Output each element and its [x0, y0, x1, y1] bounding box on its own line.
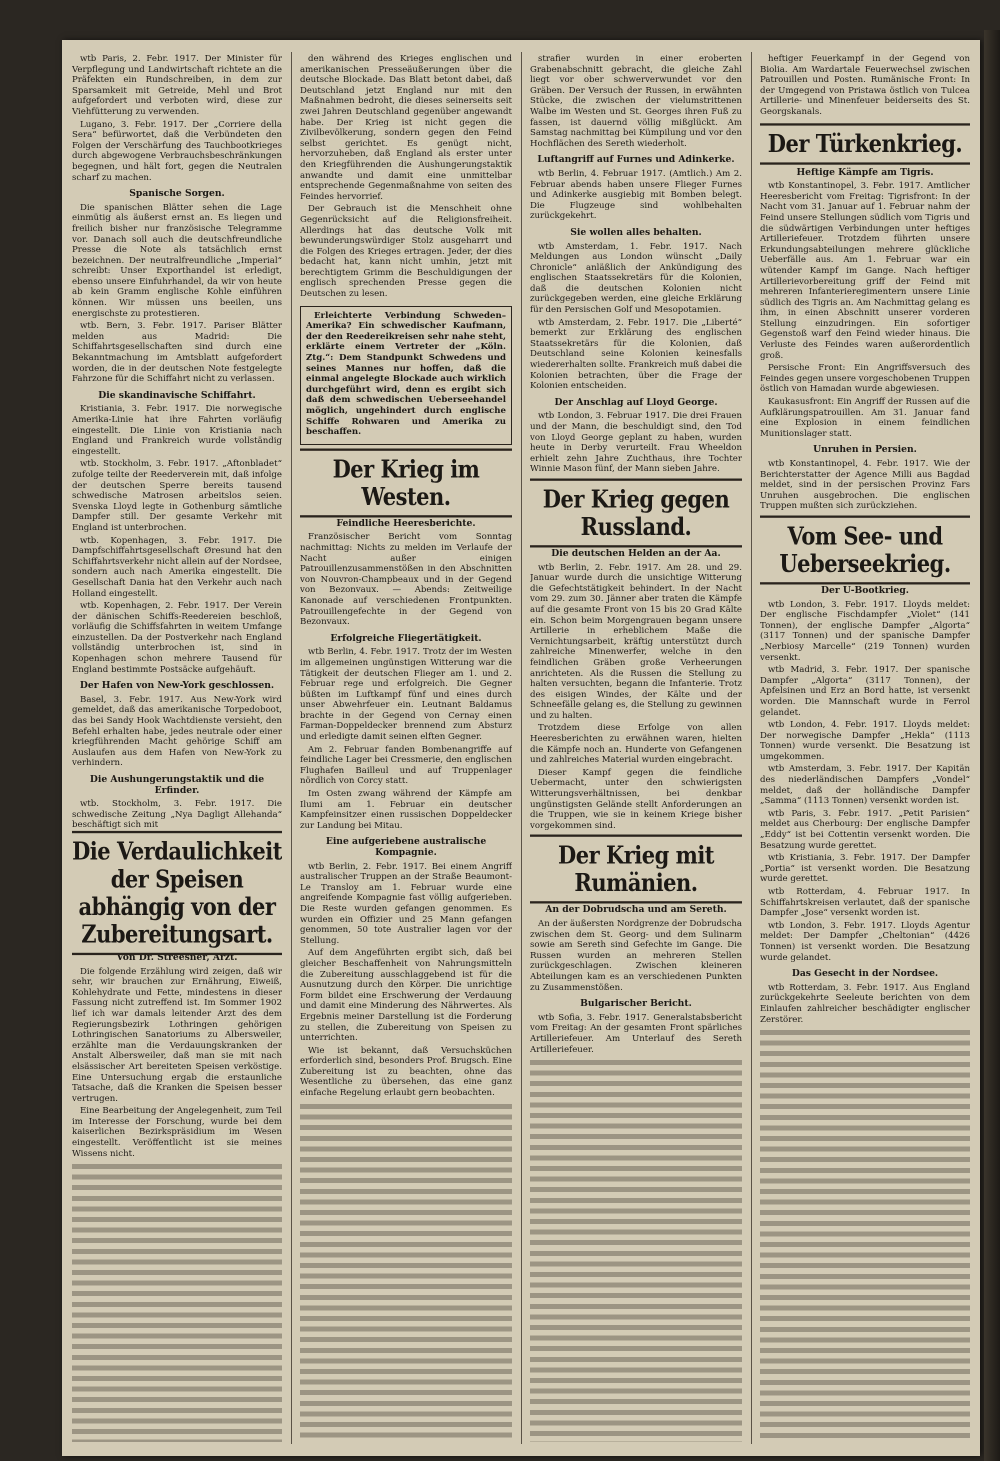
article-paragraph: Wie ist bekannt, daß Versuchsküchen erforderlich sind, besonders Prof. Brugsch. Eine Zubereitung ist zu beachten, ohne das Wesentliche zu übersehen, das eine ganz einfache Regelung erlaubt gern beobachten. [300, 1045, 512, 1099]
article-subheading: Sie wollen alles behalten. [570, 226, 702, 238]
print-texture [300, 1101, 512, 1442]
article-paragraph: strafier wurden in einer eroberten Grabenabschnitt gebracht, die gleiche Zahl liegt vor ober schwerverwundet vor den Gräben. Der Versuch der Russen, in erwähnten Stücke, die zwischen der vielumstrittenen Walbe im Westen und St. Georges ihren Fuß zu fassen, ist dauernd völlig mißglückt. Am Samstag nachmittag bei Kümpilung und vor den Hochflächen des Sereth wiederholt. [530, 54, 742, 149]
article-subheading: Der Anschlag auf Lloyd George. [554, 396, 718, 408]
print-texture [760, 1027, 970, 1442]
article-paragraph: wtb Berlin, 4. Febr. 1917. Trotz der im Westen im allgemeinen ungünstigen Witterung war die Tätigkeit der deutschen Flieger am 1. und 2. Februar rege und erfolgreich. Die Gegner büßten im Luftkampf fünf und eines durch unser Abwehrfeuer ein. Leutnant Baldamus brachte in der Gegend von Cernay einen Farman-Doppeldecker brennend zum Absturz und erledigte damit seinen elften Gegner. [300, 647, 512, 743]
article-paragraph: wtb Paris, 2. Febr. 1917. Der Minister für Verpflegung und Landwirtschaft richtete an die Präfekten ein Rundschreiben, in dem zur Sparsamkeit mit Getreide, Mehl und Brot aufgefordert und verboten wird, diese zur Viehfütterung zu verwenden. [72, 54, 282, 117]
article-paragraph: Kristiania, 3. Febr. 1917. Die norwegische Amerika-Linie hat ihre Fahrten vorläufig eingestellt. Die Linie von Kristiania nach England und Frankreich wurde vollständig eingestellt. [72, 404, 282, 457]
article-paragraph: Eine Bearbeitung der Angelegenheit, zum Teil im Interesse der Forschung, wurde bei dem kaiserlichen Bezirkspräsidium im Wesen eingestellt. Veröffentlicht ist sie meines Wissens nicht. [72, 1106, 282, 1159]
article-paragraph: wtb London, 3. Febr. 1917. Lloyds Agentur meldet: Der Dampfer „Cheltonian“ (4426 Tonnen) ist versenkt worden. Die Besatzung wurde gelandet. [760, 920, 970, 963]
newspaper-page [62, 40, 980, 1456]
binding-edge [984, 30, 1000, 1461]
article-paragraph: An der äußersten Nordgrenze der Dobrudscha zwischen dem St. Georg- und dem Sulinarm sowie am Sereth sind Gefechte im Gange. Die Russen wurden an mehreren Stellen zurückgeschlagen. Zwischen kleineren Abteilungen kam es an verschiedenen Punkten zu Zusammenstößen. [530, 919, 742, 993]
column-divider [521, 52, 522, 1444]
article-paragraph: Im Osten zwang während der Kämpfe am Ilumi am 1. Februar ein deutscher Kampfeinsitzer einen russischen Doppeldecker zur Landung bei Mitau. [300, 789, 512, 831]
article-subheading: Von Dr. Streesner, Arzt. [116, 951, 238, 963]
text-column-1 [72, 54, 282, 1442]
section-headline: Der Türkenkrieg. [760, 123, 970, 164]
article-paragraph: Dieser Kampf gegen die feindliche Uebermacht, unter den schwierigsten Witterungsverhältnissen, bei denkbar ungünstigsten Gelände stellt Anforderungen an die Truppen, wie sie in keinem Kriege bisher vorgekommen sind. [530, 767, 742, 831]
section-headline: Der Krieg im Westen. [300, 448, 512, 517]
article-paragraph: Persische Front: Ein Angriffsversuch des Feindes gegen unsere vorgeschobenen Truppen östlich von Hamadan wurde abgewiesen. [760, 363, 970, 395]
article-paragraph: wtb Madrid, 3. Febr. 1917. Der spanische Dampfer „Algorta“ (3117 Tonnen), der Apfelsinen und Erz an Bord hatte, ist versenkt worden. Die Mannschaft wurde in Ferrol gelandet. [760, 665, 970, 718]
section-headline: Der Krieg gegen Russland. [530, 478, 742, 547]
article-paragraph: wtb. Kopenhagen, 2. Febr. 1917. Der Verein der dänischen Schiffs-Reedereien beschloß, vorläufig die Schiffsfahrten in weitem Umfange einzustellen. Da der Postverkehr nach England vollständig unterbrochen ist, sind in Kopenhagen schon mehrere Tausend für England bestimmte Postsäcke aufgehäuft. [72, 601, 282, 675]
article-paragraph: Lugano, 3. Febr. 1917. Der „Corriere della Sera“ befürwortet, daß die Verbündeten den Folgen der Verschärfung des Tauchbootkrieges durch abgewogene Verbrauchsbeschränkungen begegnen, und hält fort, gegen die Neutralen scharf zu machen. [72, 119, 282, 183]
article-subheading: Eine aufgeriebene australische Kompagnie. [325, 836, 487, 858]
print-texture [72, 1161, 282, 1442]
article-subheading: Die Aushungerungstaktik und die Erfinder. [89, 774, 265, 796]
article-paragraph: wtb Amsterdam, 2. Febr. 1917. Die „Liberté“ bemerkt zur Erklärung des englischen Staatssekretärs für die Kolonien, daß Deutschland seine Kolonien keinesfalls wiedererhalten sollte. Frankreich muß dabei die Kolonien betrachten, über die Frage der Kolonien entscheiden. [530, 317, 742, 392]
article-paragraph: Französischer Bericht vom Sonntag nachmittag: Nichts zu melden im Verlaufe der Nacht außer einigen Patrouillenzusammenstößen in den Abschnitten von Nouvron-Champbeaux und in der Gegend von Bezonvaux. — Abends: Zeitweilige Kanonade auf verschiedenen Frontpunkten. Patrouillengefechte in der Gegend von Bezonvaux. [300, 532, 512, 628]
article-paragraph: Am 2. Februar fanden Bombenangriffe auf feindliche Lager bei Cressmerie, den englischen Flughafen Bailleul und auf Truppenlager nördlich von Corcy statt. [300, 744, 512, 787]
article-paragraph: Trotzdem diese Erfolge von allen Heeresberichten zu erwähnen waren, hielten die Kämpfe noch an. Hunderte von Gefangenen und zahlreiches Material wurden eingebracht. [530, 723, 742, 766]
article-subheading: An der Dobrudscha und am Sereth. [545, 904, 727, 916]
article-paragraph: wtb Berlin, 2. Febr. 1917. Bei einem Angriff australischer Truppen an der Straße Beaumont-Le Transloy am 1. Februar wurde eine angreifende Kompagnie fast völlig aufgerieben. Die Reste wurden gefangen genommen. Es wurden ein Offizier und 25 Mann gefangen genommen, 50 tote Australier lagen vor der Stellung. [300, 861, 512, 946]
article-subheading: Spanische Sorgen. [129, 188, 225, 200]
column-divider [291, 52, 292, 1444]
section-headline: Die Verdaulichkeit der Speisen abhängig von der Zubereitungsart. [72, 831, 282, 955]
article-paragraph: Kaukasusfront: Ein Angriff der Russen auf die Aufklärungspatrouillen. Am 31. Januar fand eine Explosion in einem feindlichen Munitionslager statt. [760, 397, 970, 439]
article-paragraph: Die spanischen Blätter sehen die Lage einmütig als äußerst ernst an. Es liegen und freilich bisher nur französische Telegramme vor. Danach soll auch die deutschfreundliche Presse die Note als tatsächlich ernst bezeichnen. Der neutralfreundliche „Imperial“ schreibt: Unser Exporthandel ist erledigt, ebenso unsere Einfuhrhandel, da wir von heute ab kein Gramm englische Kohle einführen können. Wir müssen uns beeilen, uns energischste zu protestieren. [72, 202, 282, 319]
article-paragraph: wtb Rotterdam, 4. Februar 1917. In Schiffahrtskreisen verlautet, daß der spanische Dampfer „Jose“ versenkt worden ist. [760, 887, 970, 919]
article-subheading: Erfolgreiche Fliegertätigkeit. [330, 632, 482, 644]
boxed-notice-text: Erleichterte Verbindung Schweden–Amerika? Ein schwedischer Kaufmann, der den Reedereikreisen sehr nahe steht, erklärte einem Vertreter der „Köln. Ztg.“: Dem Standpunkt Schwedens und seines Mannes nur hoffen, daß die einmal angelegte Blockade auch wirklich durchgeführt wird, denn es ergibt sich daß dem schwedischen Ueberseehandel möglich, ungehindert durch englische Schiffe Rohwaren und Amerika zu beschaffen. [306, 310, 506, 438]
article-paragraph: wtb London, 3. Febr. 1917. Lloyds meldet: Der englische Fischdampfer „Violet“ (141 Tonnen), der englische Dampfer „Algorta“ (3117 Tonnen) und der spanische Dampfer „Nerbiosy Marcelle“ (219 Tonnen) wurden versenkt. [760, 599, 970, 663]
article-paragraph: wtb Konstantinopel, 4. Febr. 1917. Wie der Berichterstatter der Agence Milli aus Bagdad meldet, sind in der persischen Provinz Fars Unruhen ausgebrochen. Die englischen Truppen mußten sich zurückziehen. [760, 459, 970, 512]
article-subheading: Heftige Kämpfe am Tigris. [796, 166, 934, 178]
article-paragraph: wtb Rotterdam, 3. Febr. 1917. Aus England zurückgekehrte Seeleute berichten von dem Einlaufen zahlreicher beschädigter englischer Zerstörer. [760, 982, 970, 1025]
article-subheading: Der Hafen von New-York geschlossen. [79, 680, 275, 692]
article-subheading: Bulgarischer Bericht. [580, 998, 692, 1010]
article-paragraph: wtb Konstantinopel, 3. Febr. 1917. Amtlicher Heeresbericht vom Freitag: Tigrisfront: In der Nacht vom 31. Januar auf 1. Februar nahm der Feind unsere Stellungen südlich vom Tigris und die südwärtigen Verbindungen unter heftiges Artilleriefeuer. Trotzdem führten unsere Erkundungsabteilungen mehrere glückliche Ueberfälle aus. Am 1. Februar war ein wütender Kampf im Gange. Nach heftiger Artillerievorbereitung griff der Feind mit mehreren Infanterieregimentern unsere Linie südlich des Tigris an. Am Nachmittag gelang es ihm, in einen Abschnitt unserer vorderen Stellung einzudringen. Ein sofortiger Gegenstoß warf den Feind wieder hinaus. Die Verluste des Feindes waren außerordentlich groß. [760, 181, 970, 361]
article-paragraph: wtb. Kopenhagen, 3. Febr. 1917. Die Dampfschiffahrtsgesellschaft Øresund hat den Schiffahrtsverkehr nicht allein auf der Nordsee, sondern auch nach Amerika eingestellt. Die Gesellschaft Dania hat den Verkehr auch nach Holland eingestellt. [72, 535, 282, 599]
boxed-notice [300, 306, 512, 445]
text-column-3 [530, 54, 742, 1442]
article-paragraph: wtb Berlin, 2. Febr. 1917. Am 28. und 29. Januar wurde durch die unsichtige Witterung die Gefechtstätigkeit behindert. In der Nacht vom 29. zum 30. Jänner aber traten die Kämpfe auf die gesamte Front von 15 bis 20 Grad Kälte ein. Schon beim Morgengrauen begann unsere Artillerie in erheblichem Maße die Vernichtungsarbeit, kräftig unterstützt durch zahlreiche Minenwerfer, welche in den feindlichen Gräben große Verheerungen anrichteten. Als die Russen die Stellung zu halten versuchten, begann die Infanterie. Trotz des eisigen Windes, der Kälte und der Schneefälle gelang es, die Stellung zu gewinnen und zu halten. [530, 562, 742, 721]
article-paragraph: heftiger Feuerkampf in der Gegend von Biolia. Am Wardartale Feuerwechsel zwischen Patrouillen und Posten. Rumänische Front: In der Umgegend von Pristawa östlich von Tulcea Artillerie- und Minenfeuer beiderseits des St. Georgskanals. [760, 54, 970, 117]
article-paragraph: Auf dem Angeführten ergibt sich, daß bei gleicher Beschaffenheit von Nahrungsmitteln die Zubereitung ausschlaggebend ist für die Ausnutzung durch den Körper. Die unrichtige Form bildet eine Erschwerung der Verdauung und damit eine Minderung des Nährwertes. Als Ergebnis meiner Darstellung ist die Forderung zu stellen, die Zubereitung von Speisen zu unterrichten. [300, 948, 512, 1044]
article-paragraph: Basel, 3. Febr. 1917. Aus New-York wird gemeldet, daß das amerikanische Torpedoboot, das bei Sandy Hook Wachtdienste versieht, den Befehl erhalten habe, jedes neutrale oder einer kriegführenden Macht gehörige Schiff am Auslaufen aus dem Hafen von New-York zu verhindern. [72, 694, 282, 769]
article-paragraph: wtb Paris, 3. Febr. 1917. „Petit Parisien“ meldet aus Cherbourg: Der englische Dampfer „Eddy“ ist bei Cottentin versenkt worden. Die Besatzung wurde gerettet. [760, 808, 970, 851]
article-paragraph: wtb. Stockholm, 3. Febr. 1917. „Aftonbladet“ zufolge teilte der Reederverein mit, daß infolge der deutschen Sperre bereits tausend schwedische Matrosen arbeitslos seien. Svenska Lloyd legte in Gothenburg sämtliche Dampfer still. Der gesamte Verkehr mit England ist unterbrochen. [72, 459, 282, 533]
article-paragraph: wtb Amsterdam, 1. Febr. 1917. Nach Meldungen aus London wünscht „Daily Chronicle“ anläßlich der Ankündigung des englischen Staatssekretärs für die Kolonien, daß die deutschen Kolonien nicht zurückgegeben werden, eine gleiche Erklärung für den Persischen Golf und Mesopotamien. [530, 241, 742, 316]
article-paragraph: den während des Krieges englischen und amerikanischen Presseäußerungen über die deutsche Blockade. Das Blatt betont dabei, daß Deutschland jetzt England nur mit den Maßnahmen bedroht, die dieses seinerseits seit zwei Jahren Deutschland gegenüber angewandt habe. Der Krieg ist nicht gegen die Zivilbevölkerung, sondern gegen den Feind selbst gerichtet. Es genügt nicht, hervorzuheben, daß England als erster unter den Kriegführenden die Aushungerungstaktik anwandte und damit eine unmittelbar entsprechende Gegenmaßnahme von seiten des Feindes hervorrief. [300, 54, 512, 202]
section-headline: Der Krieg mit Rumänien. [530, 835, 742, 904]
article-subheading: Feindliche Heeresberichte. [336, 517, 476, 529]
column-divider [751, 52, 752, 1444]
article-subheading: Die deutschen Helden an der Aa. [551, 547, 721, 559]
article-paragraph: wtb. Stockholm, 3. Febr. 1917. Die schwedische Zeitung „Nya Dagligt Allehanda“ beschäftigt sich mit [72, 799, 282, 831]
article-paragraph: wtb London, 4. Febr. 1917. Lloyds meldet: Der norwegische Dampfer „Hekla“ (1113 Tonnen) wurde versenkt. Die Besatzung ist umgekommen. [760, 720, 970, 762]
article-paragraph: Der Gebrauch ist die Menschheit ohne Gegenrücksicht auf die Religionsfreiheit. Allerdings hat das deutsche Volk mit bewunderungswürdiger Stolz ausgeharrt und die Folgen des Krieges ertragen. Jeder, der dies bedacht hat, kann nicht umhin, jetzt mit berechtigtem Grimm die Beschuldigungen der englisch sprechenden Presse gegen die Deutschen zu lesen. [300, 204, 512, 300]
article-paragraph: wtb Amsterdam, 3. Febr. 1917. Der Kapitän des niederländischen Dampfers „Vondel“ meldet, daß der holländische Dampfer „Samma“ (1113 Tonnen) versenkt worden ist. [760, 764, 970, 807]
article-subheading: Der U-Bootkrieg. [821, 584, 909, 596]
article-subheading: Das Gesecht in der Nordsee. [791, 968, 939, 980]
article-paragraph: wtb. Bern, 3. Febr. 1917. Pariser Blätter melden aus Madrid: Die Schiffahrtsgesellschaften sind durch eine Bekanntmachung im Amtsblatt aufgefordert worden, die in der deutschen Note festgelegte Fahrzone für die Schiffahrt nicht zu verlassen. [72, 321, 282, 385]
article-subheading: Die skandinavische Schiffahrt. [98, 389, 256, 401]
article-paragraph: wtb London, 3. Februar 1917. Die drei Frauen und der Mann, die beschuldigt sind, den Tod von Lloyd George geplant zu haben, wurden heute in Derby verurteilt. Frau Wheeldon erhielt zehn Jahre Zuchthaus, ihre Tochter Winnie Mason fünf, der Mann sieben Jahre. [530, 411, 742, 475]
text-column-2 [300, 54, 512, 1442]
article-paragraph: Die folgende Erzählung wird zeigen, daß wir sehr, wir brauchen zur Ernährung, Eiweiß, Kohlehydrate und Fette, mindestens in dieser Fassung nicht zutreffend ist. Im Sommer 1902 lief ich war damals leitender Arzt des dem Regierungsbezirk Lothringen gehörigen Lothringischen Sanatoriums zu Albersweiler, erzählte man die Verdauungskranken der Anstalt Albersweiler, daß man sie mit nach elsässischer Art bereiteten Speisen verköstige. Eine Untersuchung ergab die erstaunliche Tatsache, daß die Kranken die Speisen besser vertrugen. [72, 966, 282, 1104]
article-subheading: Luftangriff auf Furnes und Adinkerke. [537, 154, 735, 166]
article-paragraph: wtb Berlin, 4. Februar 1917. (Amtlich.) Am 2. Februar abends haben unsere Flieger Furnes und Adinkerke ausgiebig mit Bomben belegt. Die Flugzeuge sind wohlbehalten zurückgekehrt. [530, 168, 742, 222]
article-subheading: Unruhen in Persien. [813, 444, 917, 456]
article-paragraph: wtb Kristiania, 3. Febr. 1917. Der Dampfer „Portia“ ist versenkt worden. Die Besatzung wurde gerettet. [760, 853, 970, 885]
section-headline: Vom See- und Ueberseekrieg. [760, 515, 970, 584]
print-texture [530, 1057, 742, 1442]
article-paragraph: wtb Sofia, 3. Febr. 1917. Generalstabsbericht vom Freitag: An der gesamten Front spärliches Artilleriefeuer. Am Unterlauf des Sereth Artilleriefeuer. [530, 1012, 742, 1055]
text-column-4 [760, 54, 970, 1442]
